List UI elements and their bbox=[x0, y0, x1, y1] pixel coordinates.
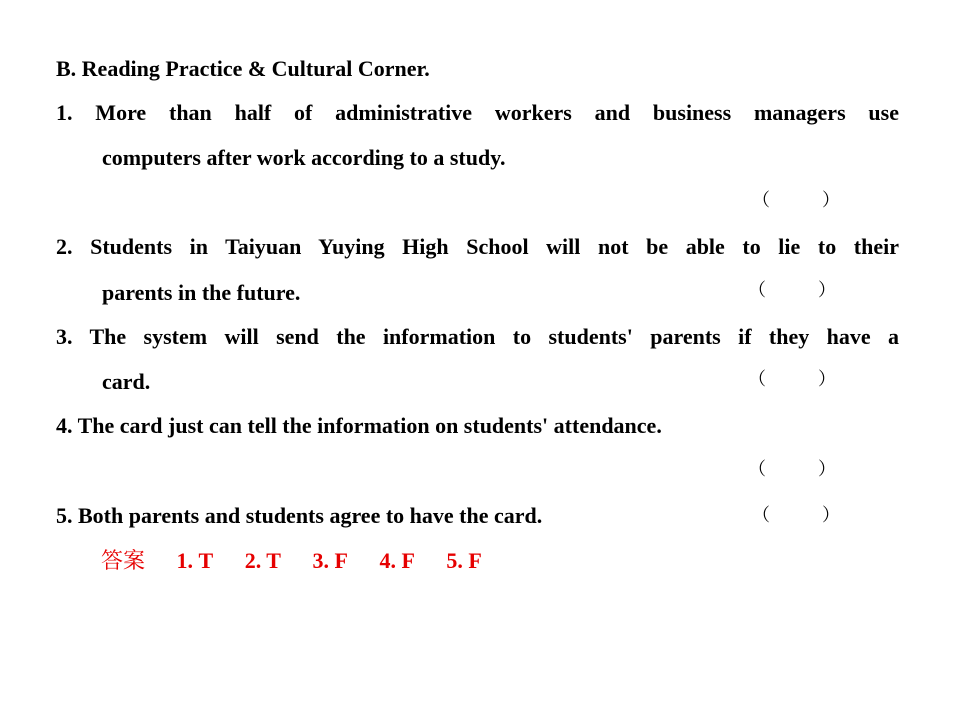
paren-open: （ bbox=[748, 459, 766, 480]
paren-close: ） bbox=[818, 280, 836, 301]
answer-key bbox=[101, 548, 508, 575]
answer-item-4: 4. F bbox=[379, 548, 415, 573]
paren-open: （ bbox=[752, 505, 770, 526]
question-3-line-2: card. bbox=[102, 369, 151, 394]
question-1-line-1: 1. More than half of administrative workers and business managers use bbox=[56, 100, 899, 125]
paren-open: （ bbox=[752, 190, 770, 211]
paren-close: ） bbox=[822, 190, 840, 211]
answer-item-2: 2. T bbox=[244, 548, 281, 573]
answer-item-3: 3. F bbox=[312, 548, 348, 573]
question-5-answer-blank bbox=[752, 503, 840, 529]
question-1-line-2: computers after work according to a study. bbox=[102, 145, 506, 170]
question-3-answer-blank bbox=[748, 367, 836, 393]
paren-close: ） bbox=[822, 505, 840, 526]
answer-item-5: 5. F bbox=[446, 548, 482, 573]
answer-label: 答案 bbox=[101, 549, 146, 574]
question-1-answer-blank bbox=[752, 188, 840, 214]
question-3-line-1: 3. The system will send the information to students' parents if they have a bbox=[56, 324, 899, 349]
question-2-answer-blank bbox=[748, 278, 836, 304]
answer-item-1: 1. T bbox=[176, 548, 214, 573]
question-2-line-1: 2. Students in Taiyuan Yuying High School will not be able to lie to their bbox=[56, 234, 899, 259]
paren-close: ） bbox=[818, 459, 836, 480]
paren-open: （ bbox=[748, 280, 766, 301]
question-5-line-1: 5. Both parents and students agree to have the card. bbox=[56, 503, 543, 528]
question-2-line-2: parents in the future. bbox=[102, 280, 301, 305]
paren-open: （ bbox=[748, 369, 766, 390]
section-title: B. Reading Practice & Cultural Corner. bbox=[56, 56, 430, 81]
question-4-line-1: 4. The card just can tell the information on students' attendance. bbox=[56, 413, 662, 438]
paren-close: ） bbox=[818, 369, 836, 390]
question-4-answer-blank bbox=[748, 457, 836, 483]
